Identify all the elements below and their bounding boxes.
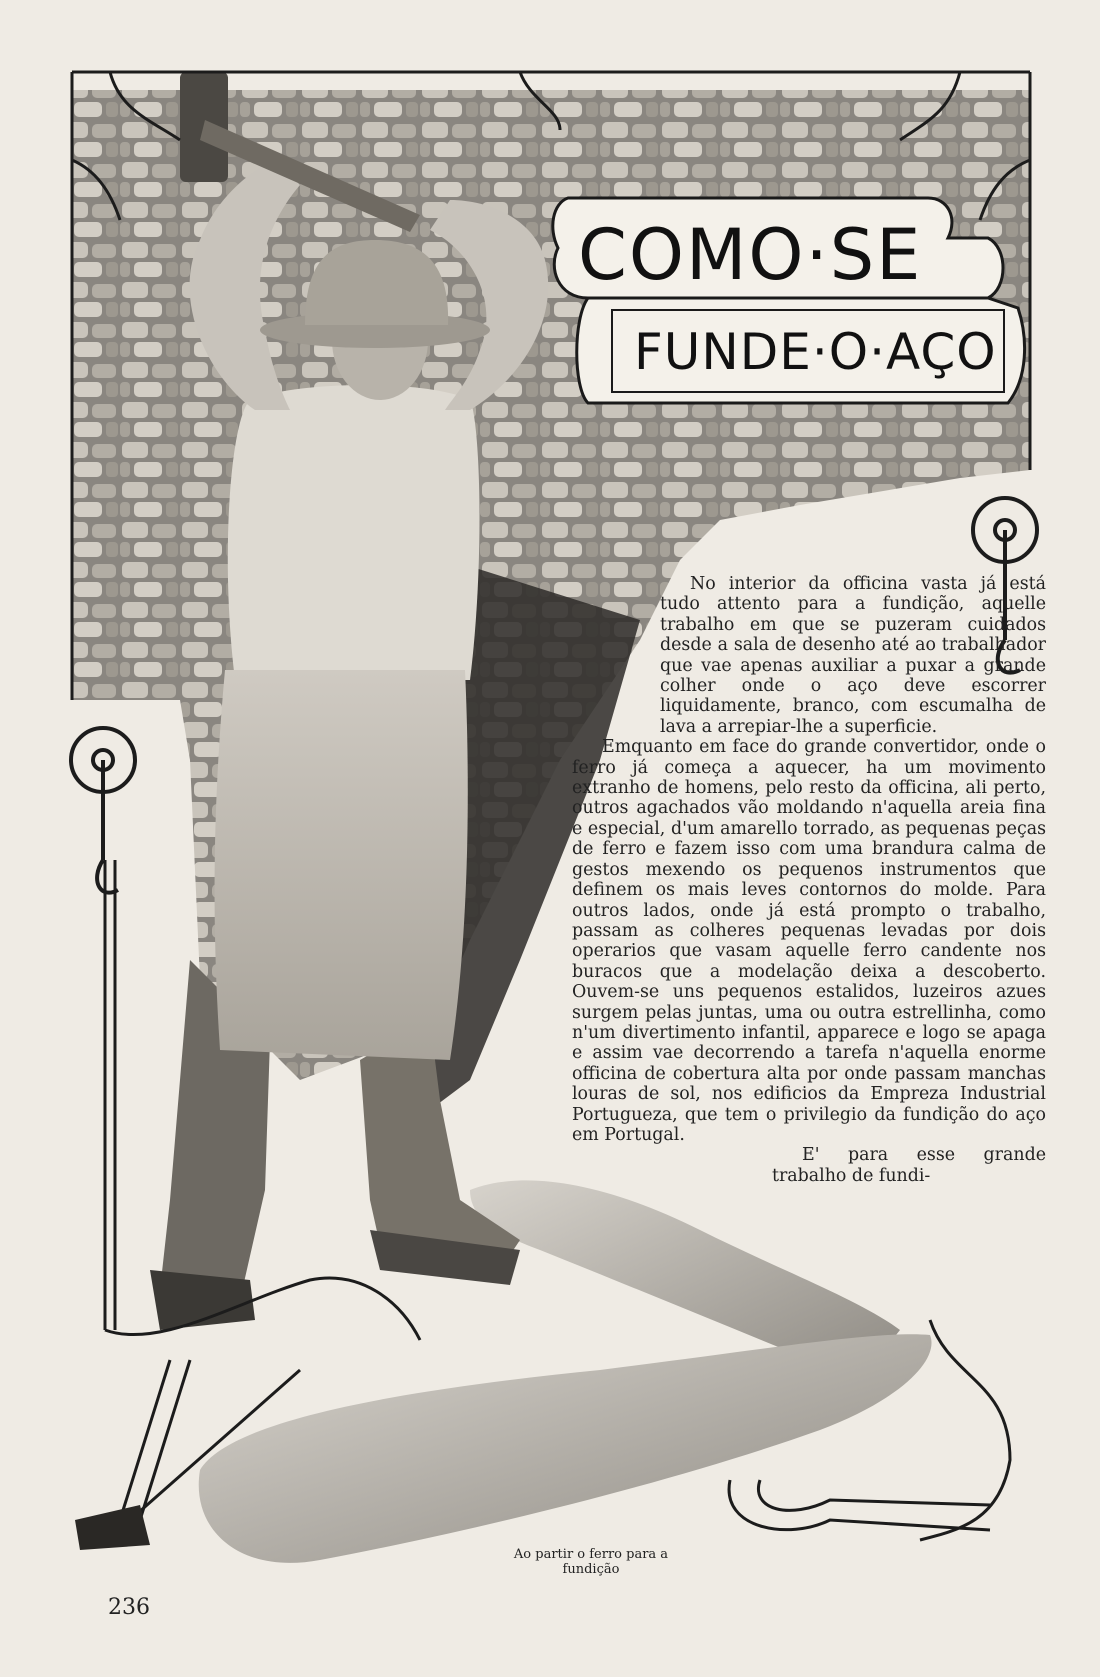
article-paragraph-1: No interior da officina vasta já está tudo attento para a fundição, aquelle trabalho em que se puzeram cuidados desde a sala de desenho até ao trabalhador que vae apenas auxiliar a puxar a grande colher onde o aço deve escorrer liquidamente, branco, com escumalha de lava a arrepiar-lhe a superficie.	[660, 574, 1046, 737]
article-paragraph-3: E' para esse grande trabalho de fundi-	[772, 1145, 1046, 1186]
article-body	[572, 574, 1046, 1186]
title-line-1: COMO·SE	[578, 214, 923, 296]
title-line-2: FUNDE·O·AÇO	[634, 323, 997, 381]
photo-caption: Ao partir o ferro para a fundição	[513, 1547, 669, 1577]
article-paragraph-2: Emquanto em face do grande convertidor, onde o ferro já começa a aquecer, ha um movimento extranho de homens, pelo resto da officina, ali perto, outros agachados vão moldando n'aquella areia fina e especial, d'um amarello torrado, as pequenas peças de ferro e fazem isso com uma brandura calma de gestos mexendo os pequenos instrumentos que definem os mais leves contornos do molde. Para outros lados, onde já está prompto o trabalho, passam as colheres pequenas levadas por dois operarios que vasam aquelle ferro candente nos buracos que a modelação deixa a descoberto. Ouvem-se uns pequenos estalidos, luzeiros azues surgem pelas juntas, uma ou outra estrellinha, como n'um divertimento infantil, apparece e logo se apaga e assim vae decorrendo a tarefa n'aquella enorme officina de cobertura alta por onde passam manchas louras de sol, nos edificios da Empreza Industrial Portugueza, que tem o privilegio da fundição do aço em Portugal.	[572, 737, 1046, 1145]
page-number: 236	[108, 1595, 150, 1620]
